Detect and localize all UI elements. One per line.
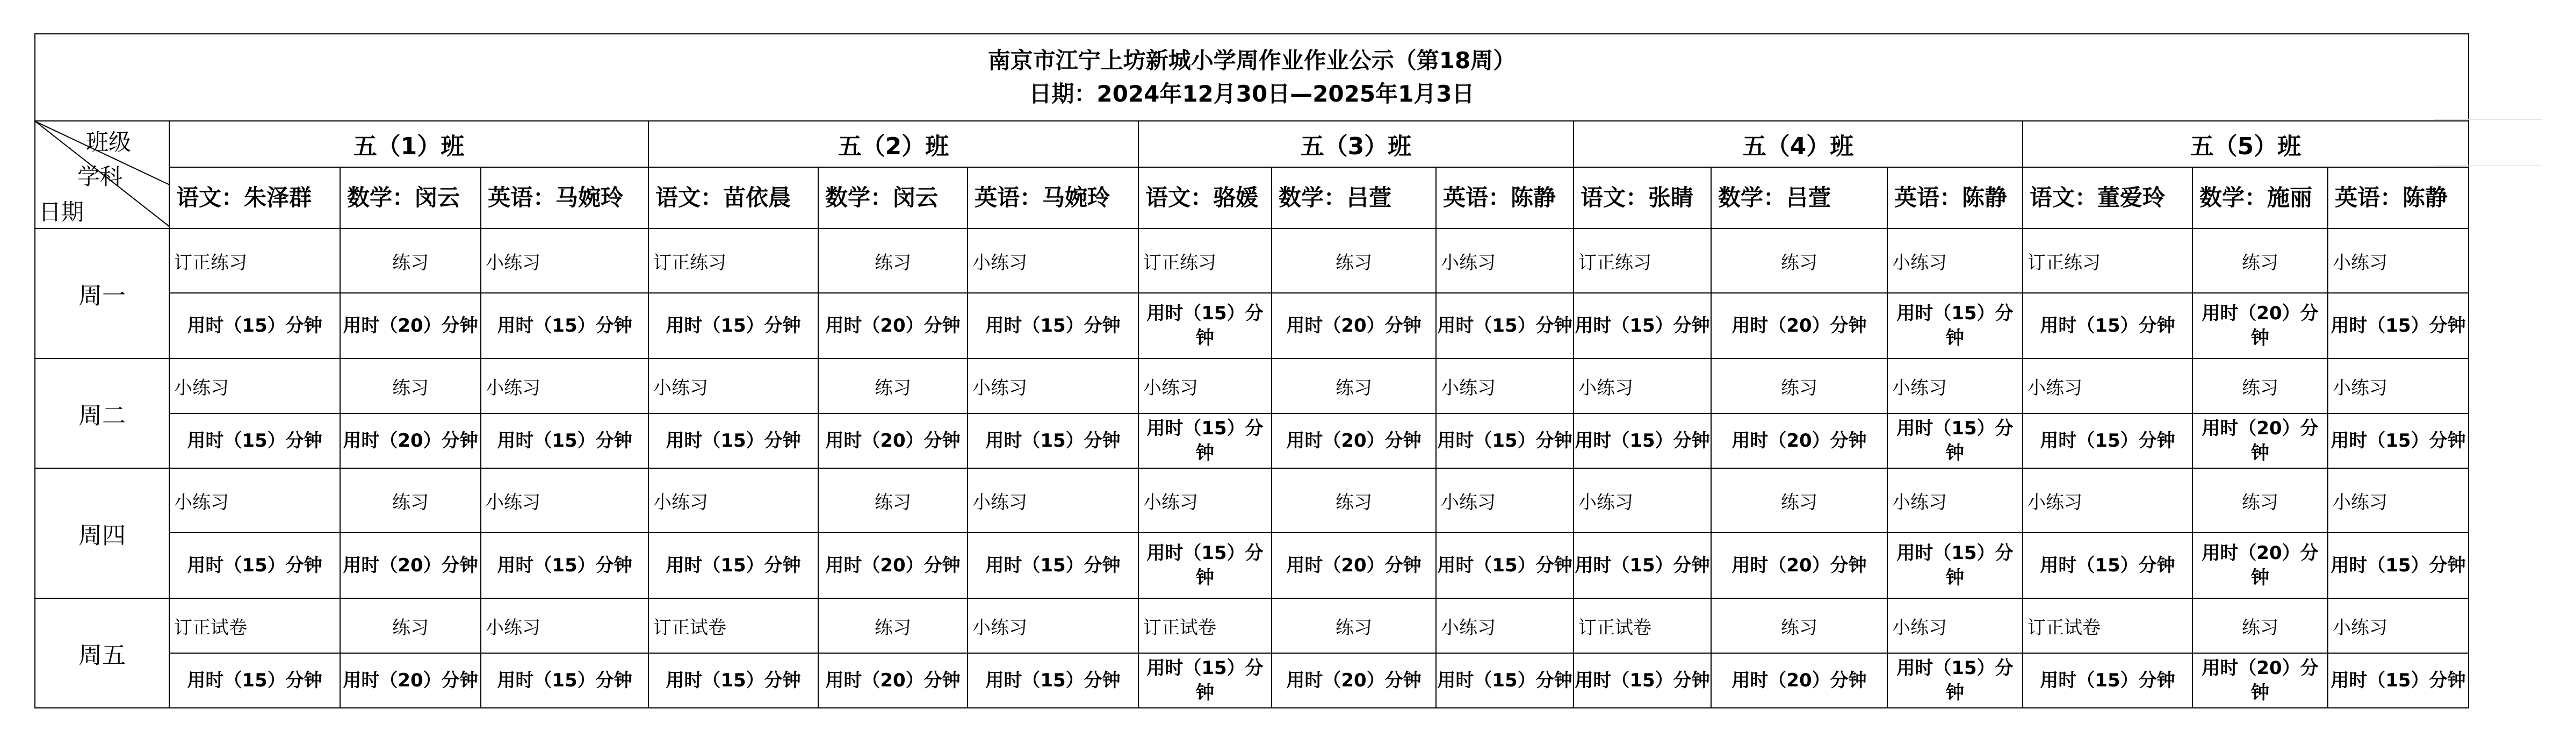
task-cell: 订正练习: [1574, 228, 1711, 293]
task-cell: 练习: [2192, 359, 2328, 413]
task-cell: 练习: [1711, 468, 1887, 533]
time-cell: 用时（15）分钟: [169, 653, 340, 708]
task-cell: 小练习: [1887, 359, 2023, 413]
class-header: 五（2）班: [648, 121, 1138, 167]
time-cell: 用时（15）分钟: [1436, 653, 1574, 708]
page-title: 南京市江宁上坊新城小学周作业作业公示（第18周）: [987, 47, 1516, 74]
time-cell: 用时（15）分钟: [1138, 653, 1272, 708]
task-cell: 练习: [818, 359, 968, 413]
task-cell: 小练习: [968, 598, 1138, 653]
task-cell: 小练习: [481, 468, 648, 533]
time-cell: 用时（15）分钟: [1138, 413, 1272, 468]
task-cell: 练习: [1711, 228, 1887, 293]
task-cell: 订正试卷: [1138, 598, 1272, 653]
time-cell: 用时（15）分钟: [1887, 653, 2023, 708]
class-header: 五（4）班: [1574, 121, 2023, 167]
subject-teacher-cell: 语文：苗依晨: [648, 167, 818, 228]
task-cell: 练习: [340, 228, 481, 293]
task-cell: 订正试卷: [648, 598, 818, 653]
time-cell: 用时（20）分钟: [818, 293, 968, 359]
time-cell: 用时（15）分钟: [481, 533, 648, 598]
time-cell: 用时（20）分钟: [2192, 533, 2328, 598]
time-cell: 用时（15）分钟: [481, 653, 648, 708]
task-cell: 练习: [818, 228, 968, 293]
time-cell: 用时（20）分钟: [1711, 413, 1887, 468]
task-cell: 小练习: [1138, 359, 1272, 413]
corner-date-label: 日期: [39, 199, 84, 225]
time-cell: 用时（15）分钟: [2328, 533, 2469, 598]
task-cell: 小练习: [1436, 359, 1574, 413]
task-cell: 练习: [818, 598, 968, 653]
time-cell: 用时（15）分钟: [1574, 413, 1711, 468]
subject-teacher-cell: 英语：马婉玲: [481, 167, 648, 228]
time-cell: 用时（15）分钟: [1138, 293, 1272, 359]
time-cell: 用时（15）分钟: [1574, 533, 1711, 598]
corner-subject-label: 学科: [77, 163, 123, 190]
day-label: 周四: [35, 468, 169, 598]
time-cell: 用时（15）分钟: [169, 533, 340, 598]
task-cell: 小练习: [169, 359, 340, 413]
task-cell: 练习: [2192, 468, 2328, 533]
task-cell: 订正练习: [648, 228, 818, 293]
time-cell: 用时（20）分钟: [818, 533, 968, 598]
subject-teacher-cell: 语文：董爱玲: [2023, 167, 2192, 228]
time-cell: 用时（15）分钟: [968, 653, 1138, 708]
subject-teacher-cell: 英语：陈静: [1887, 167, 2023, 228]
day-label: 周一: [35, 228, 169, 359]
spreadsheet-blank-column: [2434, 33, 2542, 719]
time-cell: 用时（15）分钟: [1436, 293, 1574, 359]
time-cell: 用时（20）分钟: [340, 533, 481, 598]
time-cell: 用时（15）分钟: [968, 413, 1138, 468]
task-cell: 小练习: [2023, 468, 2192, 533]
time-cell: 用时（15）分钟: [648, 533, 818, 598]
time-row: [35, 653, 2469, 708]
time-cell: 用时（15）分钟: [648, 653, 818, 708]
task-cell: 小练习: [1436, 228, 1574, 293]
class-header: 五（3）班: [1138, 121, 1574, 167]
task-cell: 小练习: [481, 228, 648, 293]
time-cell: 用时（20）分钟: [2192, 293, 2328, 359]
task-cell: 练习: [1272, 598, 1436, 653]
task-cell: 练习: [340, 359, 481, 413]
task-cell: 练习: [340, 598, 481, 653]
time-row: [35, 533, 2469, 598]
task-cell: 小练习: [2023, 359, 2192, 413]
time-cell: 用时（15）分钟: [1436, 413, 1574, 468]
time-row: [35, 413, 2469, 468]
time-cell: 用时（20）分钟: [818, 653, 968, 708]
time-cell: 用时（15）分钟: [1436, 533, 1574, 598]
task-cell: 订正试卷: [1574, 598, 1711, 653]
task-cell: 小练习: [648, 468, 818, 533]
task-cell: 小练习: [2328, 228, 2469, 293]
subject-teacher-cell: 英语：陈静: [2328, 167, 2469, 228]
task-cell: 练习: [1272, 228, 1436, 293]
task-cell: 小练习: [2328, 468, 2469, 533]
time-cell: 用时（15）分钟: [481, 413, 648, 468]
task-cell: 小练习: [1436, 598, 1574, 653]
task-cell: 练习: [1711, 359, 1887, 413]
subject-teacher-cell: 数学：闵云: [340, 167, 481, 228]
task-cell: 练习: [2192, 228, 2328, 293]
time-cell: 用时（15）分钟: [2328, 413, 2469, 468]
time-cell: 用时（15）分钟: [169, 293, 340, 359]
task-cell: 订正练习: [2023, 228, 2192, 293]
date-range: 日期：2024年12月30日—2025年1月3日: [1029, 81, 1475, 107]
time-cell: 用时（20）分钟: [1272, 413, 1436, 468]
time-cell: 用时（15）分钟: [2023, 413, 2192, 468]
time-cell: 用时（15）分钟: [1887, 293, 2023, 359]
time-cell: 用时（15）分钟: [648, 293, 818, 359]
time-cell: 用时（15）分钟: [169, 413, 340, 468]
time-cell: 用时（15）分钟: [2023, 533, 2192, 598]
time-cell: 用时（20）分钟: [1711, 293, 1887, 359]
task-cell: 练习: [1272, 359, 1436, 413]
task-cell: 订正练习: [1138, 228, 1272, 293]
time-cell: 用时（20）分钟: [1272, 653, 1436, 708]
subject-teacher-cell: 数学：施丽: [2192, 167, 2328, 228]
task-cell: 小练习: [1574, 359, 1711, 413]
time-cell: 用时（15）分钟: [1574, 653, 1711, 708]
time-cell: 用时（15）分钟: [1138, 533, 1272, 598]
task-cell: 订正试卷: [169, 598, 340, 653]
class-header: 五（1）班: [169, 121, 648, 167]
subject-teacher-cell: 语文：朱泽群: [169, 167, 340, 228]
time-cell: 用时（20）分钟: [818, 413, 968, 468]
subject-row: [35, 167, 2469, 228]
task-cell: 小练习: [648, 359, 818, 413]
task-cell: 小练习: [481, 359, 648, 413]
task-row: [35, 468, 2469, 533]
task-cell: 练习: [1711, 598, 1887, 653]
task-cell: 小练习: [169, 468, 340, 533]
day-label: 周二: [35, 359, 169, 468]
time-cell: 用时（15）分钟: [2328, 293, 2469, 359]
time-cell: 用时（20）分钟: [340, 293, 481, 359]
subject-teacher-cell: 数学：吕萱: [1711, 167, 1887, 228]
time-cell: 用时（15）分钟: [1887, 533, 2023, 598]
task-cell: 练习: [2192, 598, 2328, 653]
class-header: 五（5）班: [2023, 121, 2469, 167]
subject-teacher-cell: 英语：陈静: [1436, 167, 1574, 228]
task-cell: 小练习: [1574, 468, 1711, 533]
time-cell: 用时（15）分钟: [968, 533, 1138, 598]
subject-teacher-cell: 数学：闵云: [818, 167, 968, 228]
time-cell: 用时（20）分钟: [1711, 533, 1887, 598]
subject-teacher-cell: 数学：吕萱: [1272, 167, 1436, 228]
task-row: [35, 359, 2469, 413]
time-cell: 用时（20）分钟: [340, 413, 481, 468]
task-cell: 小练习: [1887, 468, 2023, 533]
time-row: [35, 293, 2469, 359]
schedule-table: [34, 33, 2469, 708]
task-cell: 小练习: [1887, 228, 2023, 293]
task-row: [35, 228, 2469, 293]
time-cell: 用时（15）分钟: [968, 293, 1138, 359]
time-cell: 用时（15）分钟: [2328, 653, 2469, 708]
task-cell: 订正试卷: [2023, 598, 2192, 653]
task-cell: 小练习: [2328, 359, 2469, 413]
time-cell: 用时（20）分钟: [1711, 653, 1887, 708]
task-cell: 练习: [1272, 468, 1436, 533]
task-cell: 小练习: [481, 598, 648, 653]
task-row: [35, 598, 2469, 653]
task-cell: 小练习: [2328, 598, 2469, 653]
time-cell: 用时（15）分钟: [648, 413, 818, 468]
time-cell: 用时（20）分钟: [1272, 293, 1436, 359]
task-cell: 小练习: [968, 359, 1138, 413]
subject-teacher-cell: 语文：骆媛: [1138, 167, 1272, 228]
time-cell: 用时（20）分钟: [340, 653, 481, 708]
homework-schedule: [34, 33, 2469, 708]
time-cell: 用时（20）分钟: [2192, 413, 2328, 468]
day-label: 周五: [35, 598, 169, 708]
subject-teacher-cell: 英语：马婉玲: [968, 167, 1138, 228]
time-cell: 用时（15）分钟: [1574, 293, 1711, 359]
task-cell: 练习: [818, 468, 968, 533]
corner-class-label: 班级: [85, 129, 131, 155]
task-cell: 订正练习: [169, 228, 340, 293]
task-cell: 小练习: [968, 468, 1138, 533]
time-cell: 用时（15）分钟: [2023, 293, 2192, 359]
task-cell: 小练习: [968, 228, 1138, 293]
time-cell: 用时（15）分钟: [2023, 653, 2192, 708]
time-cell: 用时（20）分钟: [1272, 533, 1436, 598]
subject-teacher-cell: 语文：张睛: [1574, 167, 1711, 228]
task-cell: 练习: [340, 468, 481, 533]
task-cell: 小练习: [1887, 598, 2023, 653]
title-block: [35, 34, 2469, 121]
time-cell: 用时（20）分钟: [2192, 653, 2328, 708]
time-cell: 用时（15）分钟: [1887, 413, 2023, 468]
header-corner: [35, 121, 169, 228]
task-cell: 小练习: [1138, 468, 1272, 533]
time-cell: 用时（15）分钟: [481, 293, 648, 359]
task-cell: 小练习: [1436, 468, 1574, 533]
